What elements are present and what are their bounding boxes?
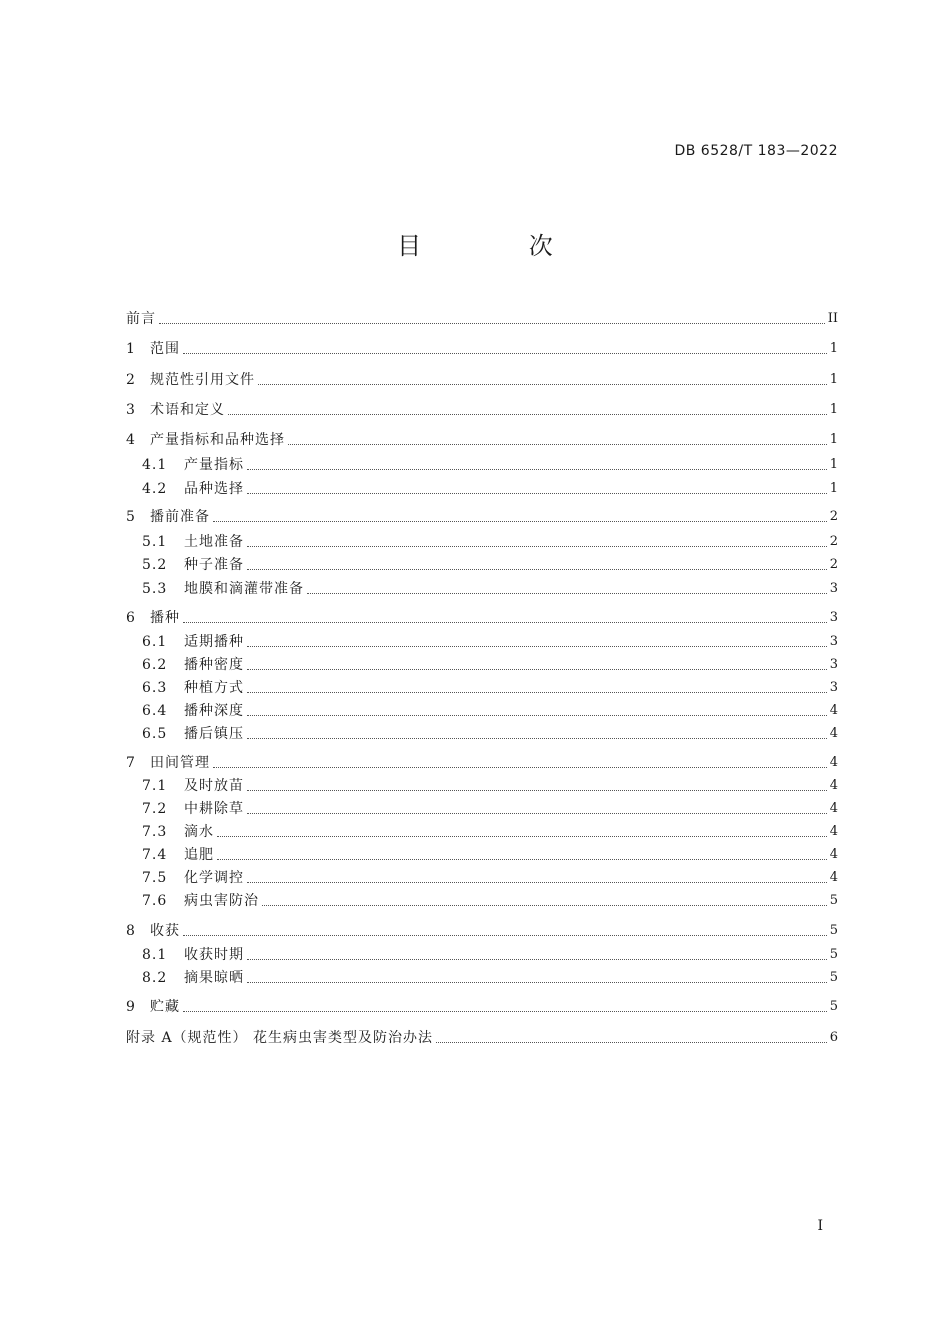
toc-entry-page: 3: [829, 680, 838, 695]
toc-leader-dots: [183, 934, 827, 936]
toc-entry-title: 滴水: [184, 824, 214, 840]
toc-entry-page: II: [827, 311, 838, 326]
toc-entry-title: 及时放苗: [184, 778, 244, 794]
toc-entry-number: 7.6: [142, 893, 168, 909]
toc-entry-number: 2: [126, 372, 135, 388]
toc-leader-dots: [247, 789, 827, 791]
toc-entry-page: 1: [829, 432, 838, 447]
toc-entry-title: 产量指标: [184, 457, 244, 473]
toc-entry[interactable]: [126, 996, 838, 1018]
toc-entry-page: 6: [829, 1030, 838, 1045]
toc-entry[interactable]: [126, 369, 838, 391]
toc-leader-dots: [247, 668, 827, 670]
toc-entry[interactable]: [126, 607, 838, 629]
toc-entry-title: 种植方式: [184, 680, 244, 696]
toc-leader-dots: [247, 645, 827, 647]
toc-entry-title: 规范性引用文件: [150, 372, 255, 388]
document-code: DB 6528/T 183—2022: [674, 143, 838, 159]
toc-subentry[interactable]: [126, 654, 838, 676]
toc-leader-dots: [307, 592, 827, 594]
toc-subentry[interactable]: [126, 844, 838, 866]
toc-leader-dots: [159, 322, 825, 324]
toc-entry[interactable]: [126, 429, 838, 451]
toc-leader-dots: [288, 443, 827, 445]
toc-leader-dots: [247, 881, 827, 883]
toc-entry-title: 贮藏: [150, 999, 180, 1015]
toc-subentry[interactable]: [126, 554, 838, 576]
toc-entry-number: 6: [126, 610, 135, 626]
toc-entry-title: 范围: [150, 341, 180, 357]
toc-entry-number: 4: [126, 432, 135, 448]
toc-entry-title: 田间管理: [150, 755, 210, 771]
toc-entry-page: 3: [829, 610, 838, 625]
toc-subentry[interactable]: [126, 677, 838, 699]
toc-leader-dots: [247, 568, 827, 570]
toc-entry-number: 7.2: [142, 801, 168, 817]
toc-entry-page: 4: [829, 755, 838, 770]
toc-entry-page: 4: [829, 726, 838, 741]
toc-entry-number: 5.3: [142, 581, 168, 597]
toc-entry-title: 土地准备: [184, 534, 244, 550]
toc-subentry[interactable]: [126, 821, 838, 843]
toc-leader-dots: [213, 520, 827, 522]
toc-leader-dots: [247, 812, 827, 814]
toc-subentry[interactable]: [126, 867, 838, 889]
toc-leader-dots: [436, 1041, 827, 1043]
toc-subentry[interactable]: [126, 478, 838, 500]
toc-subentry[interactable]: [126, 798, 838, 820]
toc-leader-dots: [217, 858, 827, 860]
toc-leader-dots: [258, 383, 827, 385]
toc-leader-dots: [213, 766, 827, 768]
toc-entry-page: 5: [829, 923, 838, 938]
page-title: 目 次: [397, 232, 603, 260]
page-number: I: [817, 1218, 823, 1234]
toc-entry-number: 3: [126, 402, 135, 418]
toc-entry-title: 收获: [150, 923, 180, 939]
toc-entry-number: 7.3: [142, 824, 168, 840]
toc-leader-dots: [247, 492, 827, 494]
toc-entry-title: 病虫害防治: [184, 893, 259, 909]
toc-entry-page: 2: [829, 557, 838, 572]
toc-entry-page: 3: [829, 581, 838, 596]
toc-entry[interactable]: [126, 399, 838, 421]
toc-leader-dots: [247, 714, 827, 716]
toc-entry-number: 6.1: [142, 634, 168, 650]
toc-entry-number: 6.5: [142, 726, 168, 742]
toc-entry-page: 1: [829, 372, 838, 387]
toc-entry[interactable]: [126, 308, 838, 330]
toc-entry-title: 播种: [150, 610, 180, 626]
toc-entry-page: 1: [829, 481, 838, 496]
toc-entry-number: 4.1: [142, 457, 168, 473]
toc-entry-number: 5.2: [142, 557, 168, 573]
toc-entry-number: 9: [126, 999, 135, 1015]
toc-entry-title: 附录 A（规范性） 花生病虫害类型及防治办法: [126, 1030, 434, 1046]
toc-entry-number: 6.4: [142, 703, 168, 719]
toc-entry-page: 3: [829, 657, 838, 672]
toc-leader-dots: [262, 904, 827, 906]
toc-entry-page: 4: [829, 778, 838, 793]
toc-entry-number: 8.1: [142, 947, 168, 963]
toc-subentry[interactable]: [126, 775, 838, 797]
toc-entry-title: 化学调控: [184, 870, 244, 886]
toc-subentry[interactable]: [126, 944, 838, 966]
toc-leader-dots: [183, 352, 827, 354]
toc-entry-number: 4.2: [142, 481, 168, 497]
toc-entry-title: 收获时期: [184, 947, 244, 963]
toc-entry-page: 5: [829, 893, 838, 908]
toc-subentry[interactable]: [126, 723, 838, 745]
toc-entry-number: 7.4: [142, 847, 168, 863]
toc-entry-number: 7.1: [142, 778, 168, 794]
toc-entry-number: 5.1: [142, 534, 168, 550]
toc-entry-title: 术语和定义: [150, 402, 225, 418]
toc-entry-title: 播种深度: [184, 703, 244, 719]
toc-entry-title: 品种选择: [184, 481, 244, 497]
toc-entry-page: 4: [829, 703, 838, 718]
toc-entry-title: 产量指标和品种选择: [150, 432, 285, 448]
toc-subentry[interactable]: [126, 631, 838, 653]
toc-subentry[interactable]: [126, 700, 838, 722]
toc-entry-page: 1: [829, 341, 838, 356]
toc-entry-page: 4: [829, 824, 838, 839]
toc-leader-dots: [247, 958, 827, 960]
toc-entry[interactable]: [126, 506, 838, 528]
toc-entry[interactable]: [126, 1027, 838, 1049]
toc-entry-page: 5: [829, 947, 838, 962]
toc-subentry[interactable]: [126, 967, 838, 989]
toc-leader-dots: [217, 835, 827, 837]
toc-entry-page: 1: [829, 457, 838, 472]
toc-entry-number: 7: [126, 755, 135, 771]
toc-entry-title: 前言: [126, 311, 156, 327]
toc-entry-title: 播后镇压: [184, 726, 244, 742]
toc-entry-number: 6.3: [142, 680, 168, 696]
toc-leader-dots: [183, 1010, 827, 1012]
toc-entry-title: 地膜和滴灌带准备: [184, 581, 304, 597]
toc-entry-number: 7.5: [142, 870, 168, 886]
toc-leader-dots: [183, 621, 827, 623]
toc-subentry[interactable]: [126, 890, 838, 912]
toc-subentry[interactable]: [126, 578, 838, 600]
toc-entry-number: 8.2: [142, 970, 168, 986]
toc-leader-dots: [228, 413, 827, 415]
toc-subentry[interactable]: [126, 531, 838, 553]
toc-entry-page: 4: [829, 801, 838, 816]
toc-entry-page: 5: [829, 970, 838, 985]
toc-entry-number: 5: [126, 509, 135, 525]
toc-entry-number: 1: [126, 341, 135, 357]
toc-leader-dots: [247, 545, 827, 547]
toc-entry-title: 中耕除草: [184, 801, 244, 817]
toc-entry-title: 种子准备: [184, 557, 244, 573]
toc-entry-title: 摘果晾晒: [184, 970, 244, 986]
toc-entry-page: 2: [829, 509, 838, 524]
toc-entry-page: 4: [829, 847, 838, 862]
toc-leader-dots: [247, 691, 827, 693]
toc-entry-title: 适期播种: [184, 634, 244, 650]
toc-subentry[interactable]: [126, 454, 838, 476]
toc-leader-dots: [247, 468, 827, 470]
toc-entry-title: 追肥: [184, 847, 214, 863]
toc-entry-page: 4: [829, 870, 838, 885]
toc-entry[interactable]: [126, 752, 838, 774]
toc-entry-page: 1: [829, 402, 838, 417]
toc-entry-title: 播前准备: [150, 509, 210, 525]
toc-entry-page: 5: [829, 999, 838, 1014]
toc-entry-number: 8: [126, 923, 135, 939]
toc-leader-dots: [247, 737, 827, 739]
toc-entry-page: 3: [829, 634, 838, 649]
toc-entry-number: 6.2: [142, 657, 168, 673]
toc-entry[interactable]: [126, 338, 838, 360]
toc-leader-dots: [247, 981, 827, 983]
toc-entry-title: 播种密度: [184, 657, 244, 673]
toc-entry-page: 2: [829, 534, 838, 549]
toc-entry[interactable]: [126, 920, 838, 942]
